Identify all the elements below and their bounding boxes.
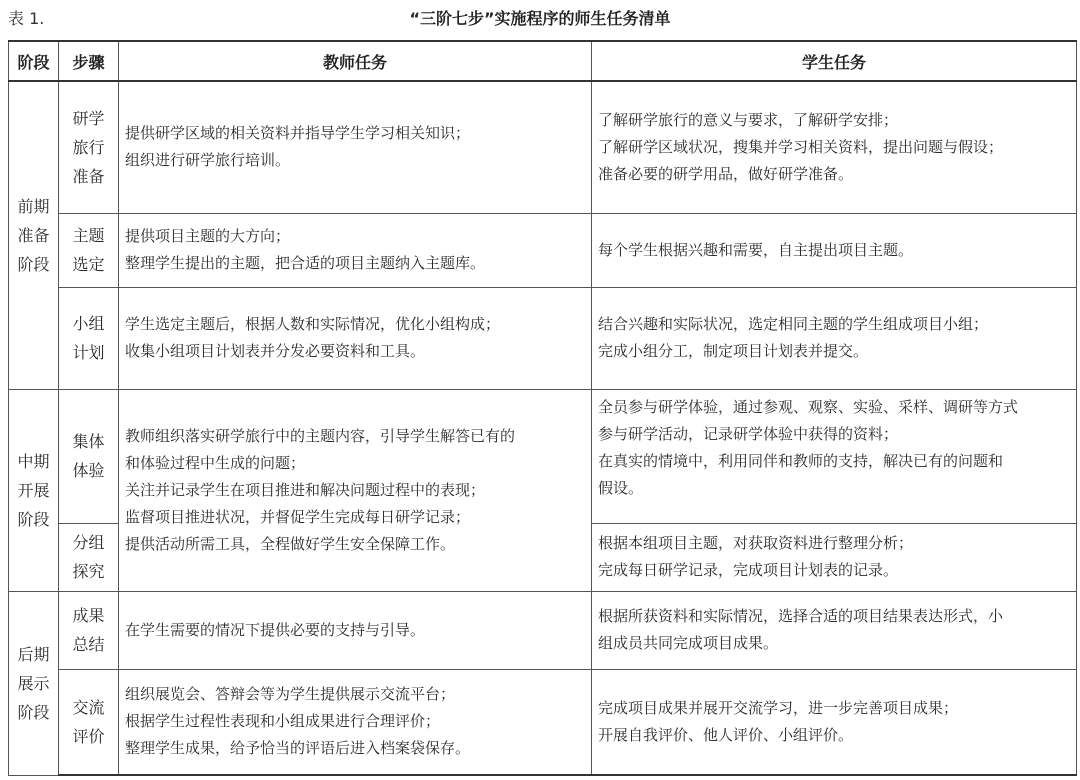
stage-cell: 中期 开展 阶段 [9,389,59,591]
table-number: 表 1. [8,9,45,28]
student-task-cell: 了解研学旅行的意义与要求，了解研学安排； 了解研学区域状况，搜集并学习相关资料，提出问题与假设； 准备必要的研学用品，做好研学准备。 [592,81,1077,213]
teacher-task-cell: 在学生需要的情况下提供必要的支持与引导。 [119,591,592,669]
stage-cell: 后期 展示 阶段 [9,591,59,775]
student-task-cell: 每个学生根据兴趣和需要，自主提出项目主题。 [592,213,1077,287]
header-student-tasks: 学生任务 [592,41,1077,81]
step-cell: 集体 体验 [59,389,119,523]
header-stage: 阶段 [9,41,59,81]
table-row [9,591,1077,669]
table-row [9,213,1077,287]
table-row [9,287,1077,389]
task-table [8,40,1077,776]
table-row [9,669,1077,775]
step-cell: 交流 评价 [59,669,119,775]
header-teacher-tasks: 教师任务 [119,41,592,81]
teacher-task-cell: 教师组织落实研学旅行中的主题内容，引导学生解答已有的 和体验过程中生成的问题； 关注并记录学生在项目推进和解决问题过程中的表现； 监督项目推进状况，并督促学生完成每日研学记录； 提供活动所需工具，全程做好学生安全保障工作。 [119,389,592,591]
student-task-cell: 全员参与研学体验，通过参观、观察、实验、采样、调研等方式 参与研学活动，记录研学体验中获得的资料； 在真实的情境中，利用同伴和教师的支持，解决已有的问题和 假设。 [592,389,1077,523]
teacher-task-cell: 学生选定主题后，根据人数和实际情况，优化小组构成； 收集小组项目计划表并分发必要资料和工具。 [119,287,592,389]
table-title: “三阶七步”实施程序的师生任务清单 [409,9,671,28]
stage-cell: 前期 准备 阶段 [9,81,59,389]
step-cell: 成果 总结 [59,591,119,669]
header-step: 步骤 [59,41,119,81]
student-task-cell: 完成项目成果并展开交流学习，进一步完善项目成果； 开展自我评价、他人评价、小组评价。 [592,669,1077,775]
header-row [9,41,1077,81]
student-task-cell: 根据本组项目主题，对获取资料进行整理分析； 完成每日研学记录，完成项目计划表的记录。 [592,523,1077,591]
table-row [9,389,1077,523]
student-task-cell: 根据所获资料和实际情况，选择合适的项目结果表达形式，小 组成员共同完成项目成果。 [592,591,1077,669]
teacher-task-cell: 组织展览会、答辩会等为学生提供展示交流平台； 根据学生过程性表现和小组成果进行合理评价； 整理学生成果，给予恰当的评语后进入档案袋保存。 [119,669,592,775]
teacher-task-cell: 提供研学区域的相关资料并指导学生学习相关知识； 组织进行研学旅行培训。 [119,81,592,213]
step-cell: 主题 选定 [59,213,119,287]
teacher-task-cell: 提供项目主题的大方向； 整理学生提出的主题，把合适的项目主题纳入主题库。 [119,213,592,287]
step-cell: 研学 旅行 准备 [59,81,119,213]
student-task-cell: 结合兴趣和实际状况，选定相同主题的学生组成项目小组； 完成小组分工，制定项目计划表并提交。 [592,287,1077,389]
table-caption [0,0,1080,38]
step-cell: 小组 计划 [59,287,119,389]
step-cell: 分组 探究 [59,523,119,591]
table-row [9,81,1077,213]
